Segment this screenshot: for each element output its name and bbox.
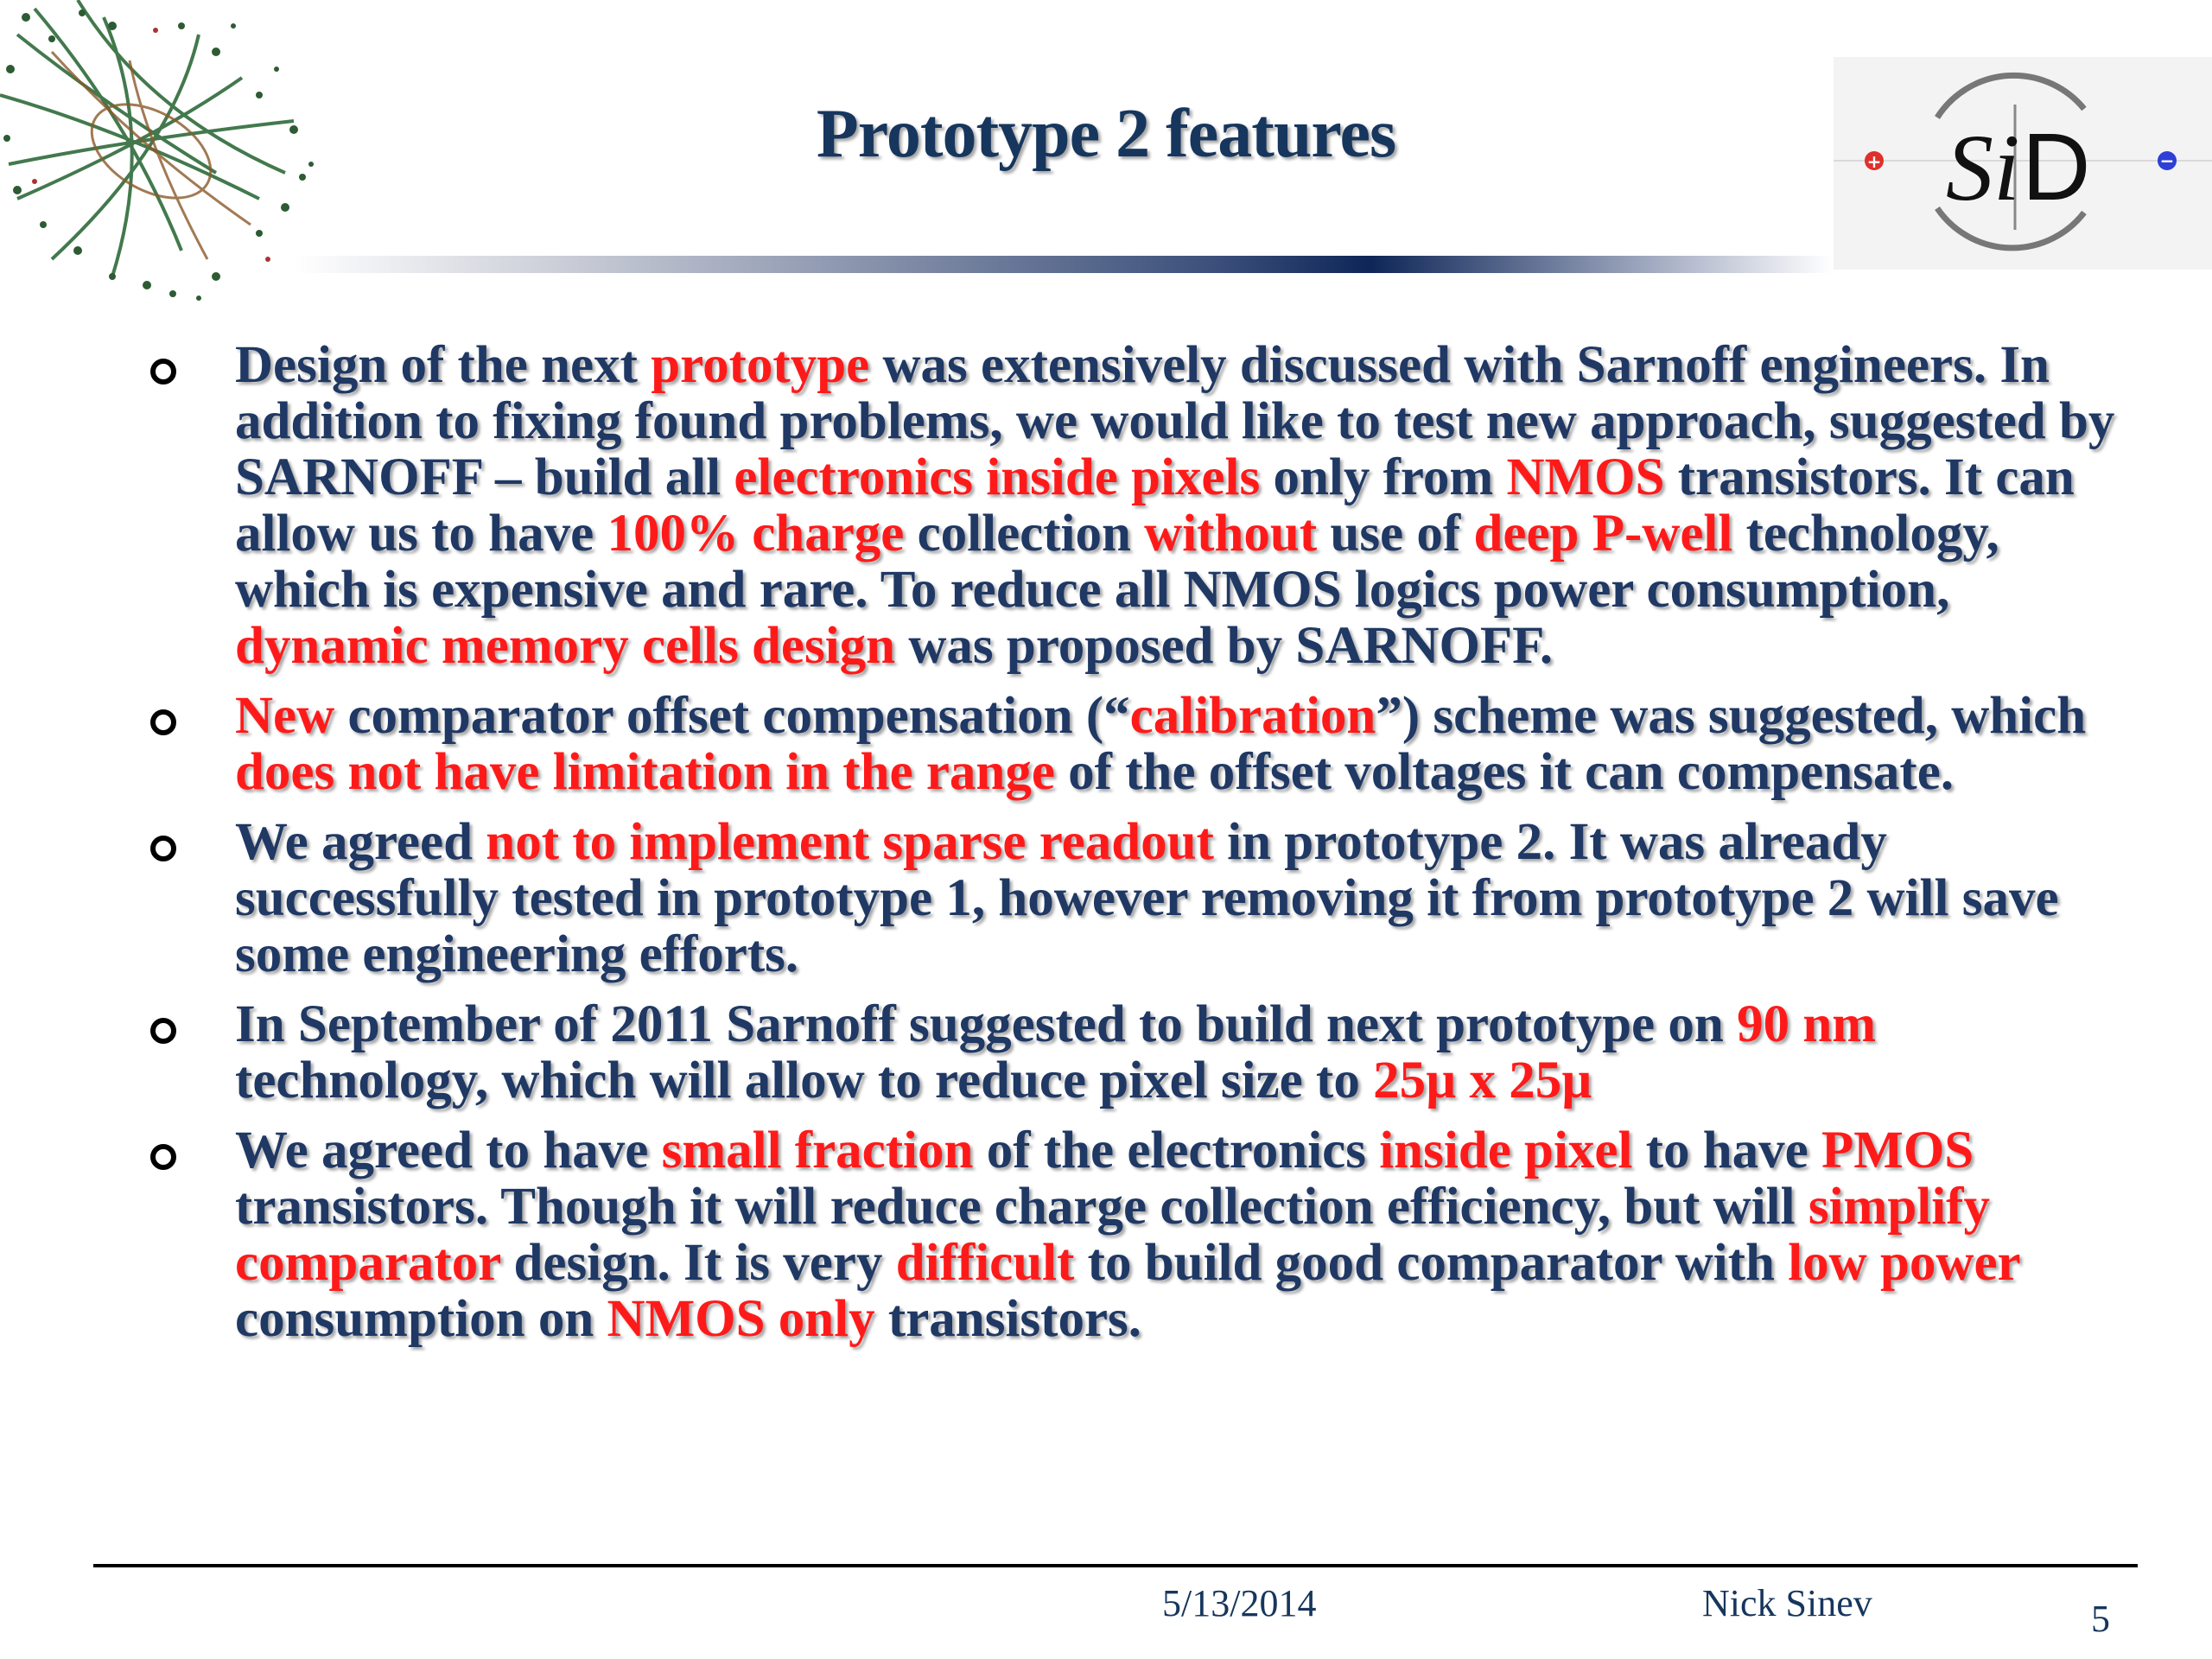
highlight-text: small fraction — [661, 1122, 974, 1179]
bullet-circle-icon — [150, 1144, 176, 1170]
highlight-text: low power — [1788, 1234, 2020, 1292]
bullet-text: transistors. It can allow us to have — [235, 448, 2075, 563]
bullet-text: We agreed — [235, 813, 486, 871]
bullet-text: In September of 2011 Sarnoff suggested to build next prototype on — [235, 995, 1738, 1053]
bullet-text: transistors. — [874, 1290, 1142, 1348]
bullet-text: Design of the next — [235, 336, 652, 394]
bullet-text: consumption on — [235, 1290, 607, 1348]
bullet-text: in prototype 2. It was already successfully tested in prototype 1, however removing it from prototype 2 will save some engineering efforts. — [235, 813, 2059, 983]
footer-date: 5/13/2014 — [1162, 1582, 1317, 1624]
bullet-text: use of — [1317, 505, 1474, 563]
slide-title: Prototype 2 features — [816, 96, 1396, 172]
bullet-item — [147, 814, 2134, 982]
title-divider — [294, 256, 1832, 273]
bullet-text: We agreed to have — [235, 1122, 662, 1179]
highlight-text: 25µ x 25µ — [1373, 1052, 1592, 1109]
bullet-text: was extensively discussed with Sarnoff engineers. In addition to fixing found problems, we would like to test new approach, suggested by SARNOFF – build all — [235, 336, 2115, 506]
bullet-text: of the electronics — [973, 1122, 1380, 1179]
bullet-circle-icon — [150, 709, 176, 735]
highlight-text: not to implement sparse readout — [486, 813, 1214, 871]
highlight-text: simplify comparator — [235, 1178, 1990, 1292]
bullet-text: ”) scheme was suggested, which — [1376, 687, 2087, 745]
bullet-text: technology, which will allow to reduce pixel size to — [235, 1052, 1374, 1109]
bullet-text: only from — [1260, 448, 1507, 506]
footer-divider — [93, 1564, 2138, 1567]
bullet-item — [147, 1122, 2134, 1347]
highlight-text: 90 nm — [1737, 995, 1877, 1053]
bullet-text: technology, which is expensive and rare. To reduce all NMOS logics power consumption, — [235, 505, 1999, 619]
logo-text-si: Si — [1946, 115, 2020, 220]
bullet-text: of the offset voltages it can compensate. — [1054, 743, 1955, 801]
bullet-text: transistors. Though it will reduce charge collection efficiency, but will — [235, 1178, 1808, 1236]
bullet-text: was proposed by SARNOFF. — [895, 617, 1554, 675]
bullet-text: comparator offset compensation (“ — [334, 687, 1130, 745]
logo-text-d: D — [2022, 114, 2091, 220]
highlight-text: PMOS — [1821, 1122, 1974, 1179]
footer-author: Nick Sinev — [1702, 1582, 1872, 1624]
bullet-item — [147, 337, 2134, 674]
bullet-text: to build good comparator with — [1074, 1234, 1789, 1292]
highlight-text: deep P-well — [1473, 505, 1733, 563]
highlight-text: prototype — [651, 336, 870, 394]
highlight-text: difficult — [895, 1234, 1075, 1292]
bullet-item — [147, 996, 2134, 1109]
highlight-text: 100% charge — [607, 505, 905, 563]
highlight-text: New — [235, 687, 335, 745]
highlight-text: NMOS — [1506, 448, 1665, 506]
bullet-text: collection — [904, 505, 1145, 563]
logo-minus: − — [2159, 150, 2175, 171]
bullet-text: design. It is very — [500, 1234, 896, 1292]
logo-plus: + — [1866, 151, 1882, 172]
highlight-text: does not have limitation in the range — [235, 743, 1055, 801]
highlight-text: NMOS only — [607, 1290, 875, 1348]
highlight-text: inside pixel — [1379, 1122, 1633, 1179]
highlight-text: electronics inside pixels — [734, 448, 1261, 506]
page-number: 5 — [2091, 1598, 2110, 1640]
bullet-circle-icon — [150, 359, 176, 385]
bullet-circle-icon — [150, 836, 176, 861]
highlight-text: calibration — [1129, 687, 1376, 745]
highlight-text: dynamic memory cells design — [235, 617, 896, 675]
bullet-list — [147, 337, 2134, 1361]
bullet-item — [147, 688, 2134, 800]
sid-logo — [1834, 57, 2212, 270]
bullet-circle-icon — [150, 1018, 176, 1044]
highlight-text: without — [1144, 505, 1318, 563]
bullet-text: to have — [1632, 1122, 1822, 1179]
particle-event-graphic — [0, 0, 328, 311]
